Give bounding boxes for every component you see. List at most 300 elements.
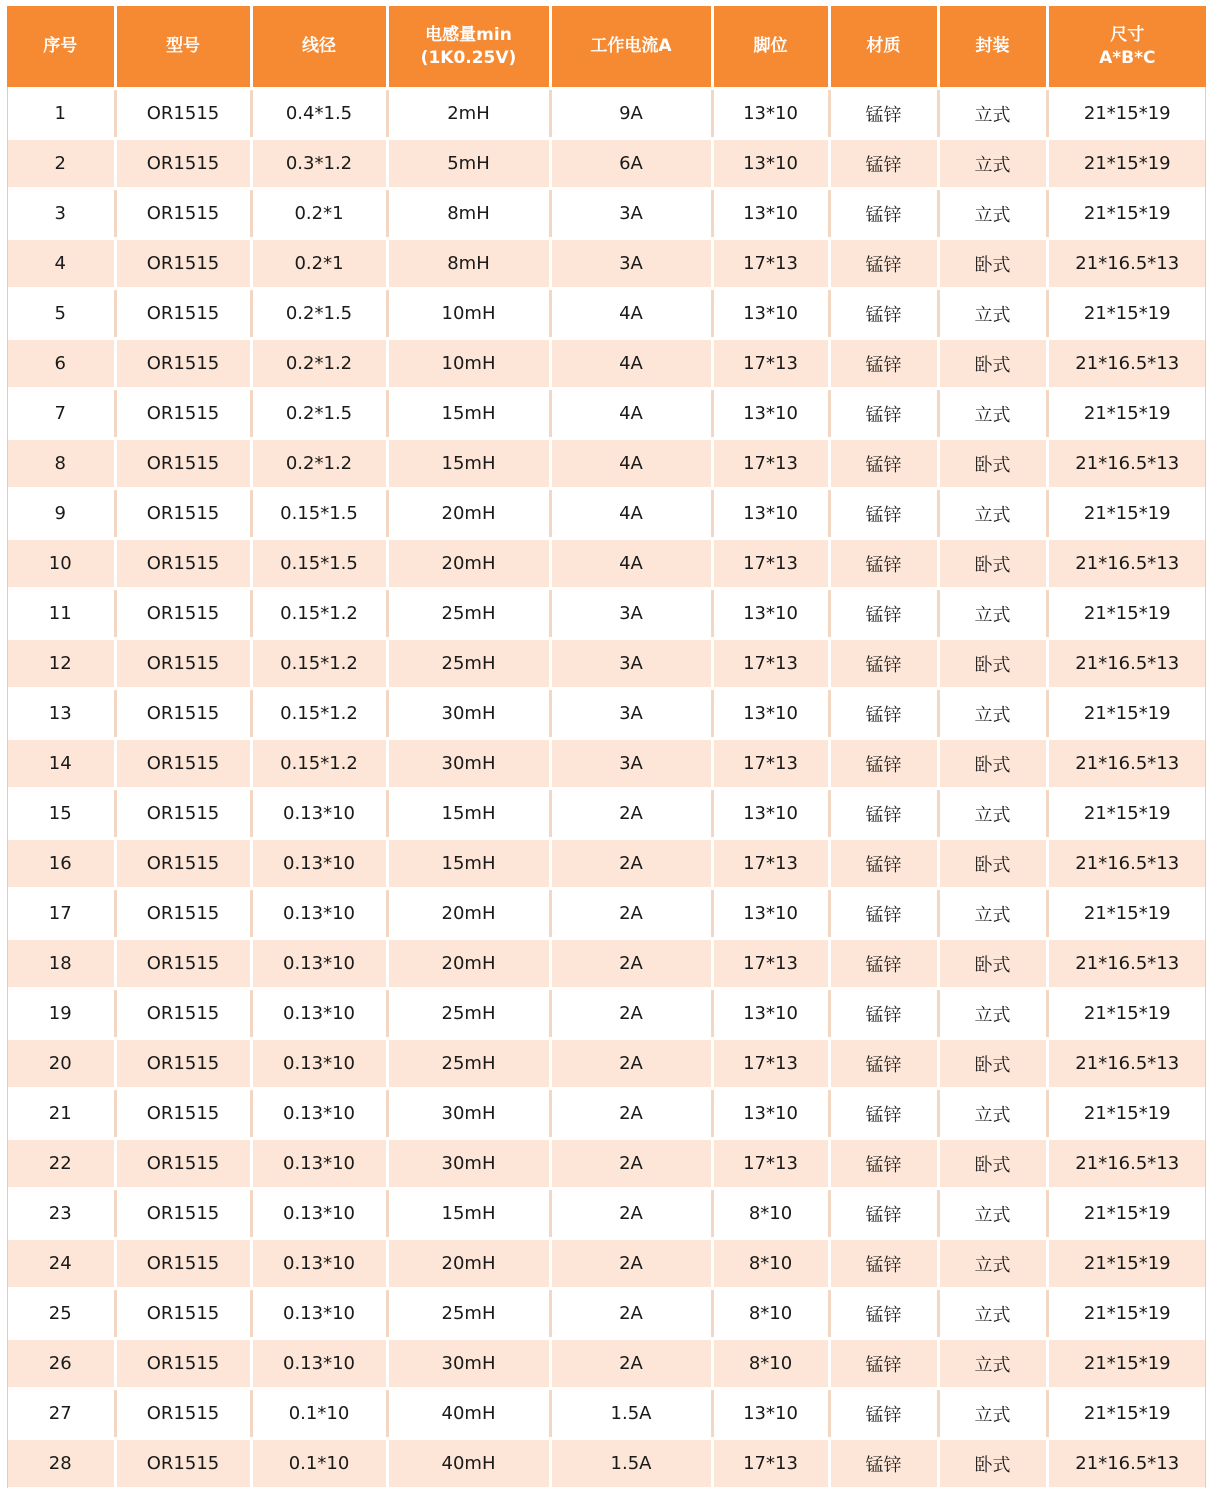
cell-current: 4A [550, 489, 712, 539]
cell-current: 1.5A [550, 1389, 712, 1439]
cell-model: OR1515 [115, 689, 251, 739]
cell-current: 3A [550, 639, 712, 689]
table-row [7, 1389, 1206, 1439]
table-row [7, 289, 1206, 339]
cell-size: 21*15*19 [1047, 689, 1206, 739]
cell-inductance: 10mH [387, 339, 550, 389]
table-row [7, 789, 1206, 839]
header-label: 线径 [302, 36, 336, 56]
cell-material: 锰锌 [829, 339, 938, 389]
header-label: (1K0.25V) [420, 47, 517, 68]
cell-model: OR1515 [115, 1089, 251, 1139]
cell-size: 21*15*19 [1047, 289, 1206, 339]
cell-size: 21*15*19 [1047, 489, 1206, 539]
cell-wire-diameter: 0.13*10 [251, 1139, 387, 1189]
cell-index: 12 [7, 639, 115, 689]
cell-index: 19 [7, 989, 115, 1039]
cell-model: OR1515 [115, 1339, 251, 1389]
table-row [7, 1239, 1206, 1289]
spec-table [7, 6, 1206, 1490]
cell-model: OR1515 [115, 1189, 251, 1239]
cell-package: 卧式 [938, 439, 1047, 489]
cell-wire-diameter: 0.13*10 [251, 939, 387, 989]
cell-pins: 17*13 [712, 1039, 829, 1089]
cell-pins: 13*10 [712, 889, 829, 939]
cell-pins: 17*13 [712, 239, 829, 289]
table-row [7, 889, 1206, 939]
table-row [7, 389, 1206, 439]
cell-pins: 17*13 [712, 1439, 829, 1489]
cell-material: 锰锌 [829, 189, 938, 239]
cell-inductance: 25mH [387, 989, 550, 1039]
header-col-index [7, 6, 115, 89]
cell-wire-diameter: 0.2*1.2 [251, 439, 387, 489]
cell-size: 21*15*19 [1047, 1289, 1206, 1339]
cell-wire-diameter: 0.15*1.2 [251, 739, 387, 789]
cell-package: 卧式 [938, 339, 1047, 389]
table-row [7, 839, 1206, 889]
frame-line-left [7, 87, 8, 1488]
cell-wire-diameter: 0.1*10 [251, 1439, 387, 1489]
header-label: 型号 [166, 36, 200, 56]
cell-index: 9 [7, 489, 115, 539]
cell-model: OR1515 [115, 439, 251, 489]
cell-size: 21*16.5*13 [1047, 939, 1206, 989]
cell-model: OR1515 [115, 589, 251, 639]
cell-package: 立式 [938, 889, 1047, 939]
cell-index: 23 [7, 1189, 115, 1239]
cell-inductance: 25mH [387, 589, 550, 639]
table-row [7, 339, 1206, 389]
cell-package: 立式 [938, 589, 1047, 639]
cell-material: 锰锌 [829, 939, 938, 989]
cell-index: 8 [7, 439, 115, 489]
cell-inductance: 20mH [387, 939, 550, 989]
cell-size: 21*15*19 [1047, 789, 1206, 839]
cell-pins: 13*10 [712, 89, 829, 139]
cell-material: 锰锌 [829, 239, 938, 289]
cell-size: 21*15*19 [1047, 589, 1206, 639]
cell-current: 4A [550, 389, 712, 439]
table-row [7, 439, 1206, 489]
cell-index: 26 [7, 1339, 115, 1389]
table-row [7, 689, 1206, 739]
cell-pins: 13*10 [712, 789, 829, 839]
cell-inductance: 20mH [387, 539, 550, 589]
cell-wire-diameter: 0.2*1.2 [251, 339, 387, 389]
cell-inductance: 15mH [387, 439, 550, 489]
header-col-material [829, 6, 938, 89]
cell-wire-diameter: 0.15*1.5 [251, 489, 387, 539]
table-header [7, 6, 1206, 89]
cell-package: 立式 [938, 89, 1047, 139]
cell-model: OR1515 [115, 1289, 251, 1339]
cell-package: 立式 [938, 1389, 1047, 1439]
cell-pins: 13*10 [712, 689, 829, 739]
cell-wire-diameter: 0.3*1.2 [251, 139, 387, 189]
header-col-model [115, 6, 251, 89]
cell-index: 7 [7, 389, 115, 439]
cell-wire-diameter: 0.15*1.2 [251, 689, 387, 739]
cell-model: OR1515 [115, 289, 251, 339]
cell-pins: 13*10 [712, 189, 829, 239]
cell-model: OR1515 [115, 1389, 251, 1439]
cell-package: 立式 [938, 1089, 1047, 1139]
cell-inductance: 5mH [387, 139, 550, 189]
header-col-inductance [387, 6, 550, 89]
cell-package: 立式 [938, 1239, 1047, 1289]
cell-package: 立式 [938, 989, 1047, 1039]
cell-material: 锰锌 [829, 1289, 938, 1339]
cell-package: 卧式 [938, 539, 1047, 589]
table-row [7, 939, 1206, 989]
cell-current: 9A [550, 89, 712, 139]
cell-size: 21*15*19 [1047, 1189, 1206, 1239]
cell-pins: 13*10 [712, 489, 829, 539]
cell-package: 卧式 [938, 1139, 1047, 1189]
cell-model: OR1515 [115, 1439, 251, 1489]
cell-model: OR1515 [115, 239, 251, 289]
cell-material: 锰锌 [829, 1139, 938, 1189]
cell-material: 锰锌 [829, 289, 938, 339]
cell-pins: 17*13 [712, 439, 829, 489]
cell-current: 2A [550, 1139, 712, 1189]
cell-material: 锰锌 [829, 789, 938, 839]
cell-material: 锰锌 [829, 489, 938, 539]
cell-inductance: 2mH [387, 89, 550, 139]
cell-package: 立式 [938, 389, 1047, 439]
cell-model: OR1515 [115, 989, 251, 1039]
cell-model: OR1515 [115, 889, 251, 939]
cell-pins: 17*13 [712, 839, 829, 889]
cell-pins: 13*10 [712, 1389, 829, 1439]
cell-package: 卧式 [938, 939, 1047, 989]
cell-wire-diameter: 0.13*10 [251, 789, 387, 839]
cell-size: 21*15*19 [1047, 1389, 1206, 1439]
table-row [7, 1439, 1206, 1489]
cell-model: OR1515 [115, 89, 251, 139]
cell-current: 6A [550, 139, 712, 189]
cell-wire-diameter: 0.13*10 [251, 1239, 387, 1289]
cell-inductance: 30mH [387, 739, 550, 789]
cell-package: 立式 [938, 789, 1047, 839]
header-col-pins [712, 6, 829, 89]
header-label: 脚位 [753, 36, 788, 56]
cell-material: 锰锌 [829, 889, 938, 939]
cell-material: 锰锌 [829, 839, 938, 889]
spec-sheet [7, 6, 1206, 1494]
cell-size: 21*16.5*13 [1047, 439, 1206, 489]
cell-size: 21*15*19 [1047, 1239, 1206, 1289]
cell-wire-diameter: 0.15*1.5 [251, 539, 387, 589]
cell-index: 18 [7, 939, 115, 989]
cell-model: OR1515 [115, 389, 251, 439]
cell-inductance: 8mH [387, 239, 550, 289]
cell-model: OR1515 [115, 539, 251, 589]
cell-wire-diameter: 0.13*10 [251, 839, 387, 889]
cell-material: 锰锌 [829, 1389, 938, 1439]
cell-package: 卧式 [938, 1439, 1047, 1489]
cell-wire-diameter: 0.2*1.5 [251, 389, 387, 439]
cell-index: 25 [7, 1289, 115, 1339]
cell-index: 6 [7, 339, 115, 389]
cell-pins: 17*13 [712, 339, 829, 389]
cell-current: 4A [550, 539, 712, 589]
cell-material: 锰锌 [829, 689, 938, 739]
cell-index: 10 [7, 539, 115, 589]
cell-package: 立式 [938, 1339, 1047, 1389]
cell-current: 3A [550, 589, 712, 639]
table-row [7, 539, 1206, 589]
cell-inductance: 40mH [387, 1439, 550, 1489]
cell-wire-diameter: 0.13*10 [251, 1339, 387, 1389]
cell-material: 锰锌 [829, 639, 938, 689]
cell-pins: 13*10 [712, 1089, 829, 1139]
cell-pins: 17*13 [712, 739, 829, 789]
cell-wire-diameter: 0.13*10 [251, 989, 387, 1039]
cell-current: 3A [550, 739, 712, 789]
cell-current: 2A [550, 1289, 712, 1339]
cell-inductance: 20mH [387, 489, 550, 539]
cell-package: 卧式 [938, 239, 1047, 289]
cell-current: 2A [550, 1089, 712, 1139]
cell-index: 21 [7, 1089, 115, 1139]
cell-index: 24 [7, 1239, 115, 1289]
cell-size: 21*16.5*13 [1047, 739, 1206, 789]
header-label: 电感量min [425, 24, 512, 45]
cell-inductance: 25mH [387, 1039, 550, 1089]
cell-current: 2A [550, 1239, 712, 1289]
cell-inductance: 8mH [387, 189, 550, 239]
cell-wire-diameter: 0.13*10 [251, 1189, 387, 1239]
cell-wire-diameter: 0.2*1 [251, 239, 387, 289]
header-label: A*B*C [1099, 47, 1156, 68]
cell-current: 2A [550, 989, 712, 1039]
cell-model: OR1515 [115, 1239, 251, 1289]
cell-inductance: 30mH [387, 1089, 550, 1139]
table-row [7, 239, 1206, 289]
table-row [7, 1039, 1206, 1089]
cell-material: 锰锌 [829, 1239, 938, 1289]
cell-wire-diameter: 0.2*1.5 [251, 289, 387, 339]
cell-model: OR1515 [115, 139, 251, 189]
cell-wire-diameter: 0.13*10 [251, 1289, 387, 1339]
table-row [7, 1089, 1206, 1139]
cell-material: 锰锌 [829, 539, 938, 589]
cell-index: 1 [7, 89, 115, 139]
cell-index: 3 [7, 189, 115, 239]
cell-index: 11 [7, 589, 115, 639]
cell-model: OR1515 [115, 339, 251, 389]
cell-index: 14 [7, 739, 115, 789]
cell-index: 16 [7, 839, 115, 889]
cell-wire-diameter: 0.15*1.2 [251, 589, 387, 639]
cell-material: 锰锌 [829, 89, 938, 139]
table-row [7, 989, 1206, 1039]
cell-model: OR1515 [115, 189, 251, 239]
cell-index: 2 [7, 139, 115, 189]
cell-current: 1.5A [550, 1439, 712, 1489]
cell-inductance: 30mH [387, 1139, 550, 1189]
cell-material: 锰锌 [829, 1089, 938, 1139]
cell-pins: 13*10 [712, 289, 829, 339]
cell-wire-diameter: 0.2*1 [251, 189, 387, 239]
cell-inductance: 15mH [387, 789, 550, 839]
cell-model: OR1515 [115, 739, 251, 789]
cell-pins: 13*10 [712, 139, 829, 189]
cell-wire-diameter: 0.4*1.5 [251, 89, 387, 139]
header-label: 材质 [866, 36, 901, 56]
header-label: 尺寸 [1110, 24, 1145, 45]
table-row [7, 89, 1206, 139]
cell-wire-diameter: 0.13*10 [251, 889, 387, 939]
cell-current: 2A [550, 889, 712, 939]
cell-wire-diameter: 0.1*10 [251, 1389, 387, 1439]
cell-pins: 17*13 [712, 539, 829, 589]
cell-index: 20 [7, 1039, 115, 1089]
cell-material: 锰锌 [829, 989, 938, 1039]
frame-line-right [1205, 87, 1206, 1488]
cell-current: 2A [550, 1339, 712, 1389]
cell-size: 21*15*19 [1047, 1089, 1206, 1139]
cell-size: 21*15*19 [1047, 89, 1206, 139]
cell-current: 2A [550, 789, 712, 839]
table-row [7, 1189, 1206, 1239]
cell-pins: 8*10 [712, 1339, 829, 1389]
cell-index: 17 [7, 889, 115, 939]
cell-index: 13 [7, 689, 115, 739]
cell-current: 4A [550, 289, 712, 339]
cell-model: OR1515 [115, 1039, 251, 1089]
cell-size: 21*16.5*13 [1047, 339, 1206, 389]
header-label: 序号 [43, 36, 78, 56]
cell-model: OR1515 [115, 939, 251, 989]
cell-material: 锰锌 [829, 1439, 938, 1489]
cell-current: 3A [550, 189, 712, 239]
table-body [7, 89, 1206, 1489]
cell-inductance: 20mH [387, 889, 550, 939]
cell-model: OR1515 [115, 789, 251, 839]
cell-package: 立式 [938, 189, 1047, 239]
cell-pins: 17*13 [712, 1139, 829, 1189]
cell-material: 锰锌 [829, 1039, 938, 1089]
table-row [7, 739, 1206, 789]
cell-size: 21*16.5*13 [1047, 539, 1206, 589]
cell-package: 卧式 [938, 739, 1047, 789]
cell-package: 立式 [938, 489, 1047, 539]
cell-material: 锰锌 [829, 439, 938, 489]
cell-pins: 8*10 [712, 1239, 829, 1289]
cell-pins: 13*10 [712, 589, 829, 639]
cell-inductance: 15mH [387, 839, 550, 889]
cell-package: 立式 [938, 289, 1047, 339]
cell-pins: 17*13 [712, 639, 829, 689]
cell-current: 3A [550, 689, 712, 739]
cell-package: 立式 [938, 689, 1047, 739]
cell-package: 卧式 [938, 1039, 1047, 1089]
cell-current: 4A [550, 439, 712, 489]
table-row [7, 1139, 1206, 1189]
cell-package: 卧式 [938, 839, 1047, 889]
header-col-package [938, 6, 1047, 89]
cell-wire-diameter: 0.15*1.2 [251, 639, 387, 689]
cell-wire-diameter: 0.13*10 [251, 1039, 387, 1089]
cell-pins: 8*10 [712, 1189, 829, 1239]
header-col-current [550, 6, 712, 89]
cell-size: 21*16.5*13 [1047, 1139, 1206, 1189]
header-col-wire-diameter [251, 6, 387, 89]
cell-size: 21*15*19 [1047, 139, 1206, 189]
cell-size: 21*16.5*13 [1047, 239, 1206, 289]
table-row [7, 189, 1206, 239]
cell-model: OR1515 [115, 839, 251, 889]
cell-size: 21*15*19 [1047, 189, 1206, 239]
cell-material: 锰锌 [829, 589, 938, 639]
table-row [7, 489, 1206, 539]
cell-material: 锰锌 [829, 139, 938, 189]
cell-pins: 8*10 [712, 1289, 829, 1339]
cell-model: OR1515 [115, 639, 251, 689]
cell-material: 锰锌 [829, 739, 938, 789]
cell-material: 锰锌 [829, 1339, 938, 1389]
cell-current: 3A [550, 239, 712, 289]
table-row [7, 1339, 1206, 1389]
cell-inductance: 25mH [387, 1289, 550, 1339]
table-row [7, 639, 1206, 689]
table-row [7, 589, 1206, 639]
cell-pins: 13*10 [712, 989, 829, 1039]
cell-current: 2A [550, 839, 712, 889]
cell-package: 立式 [938, 1189, 1047, 1239]
cell-inductance: 25mH [387, 639, 550, 689]
cell-size: 21*16.5*13 [1047, 1039, 1206, 1089]
cell-size: 21*15*19 [1047, 889, 1206, 939]
cell-current: 2A [550, 939, 712, 989]
cell-inductance: 30mH [387, 689, 550, 739]
cell-size: 21*15*19 [1047, 1339, 1206, 1389]
cell-inductance: 20mH [387, 1239, 550, 1289]
cell-size: 21*15*19 [1047, 389, 1206, 439]
cell-package: 立式 [938, 139, 1047, 189]
cell-index: 28 [7, 1439, 115, 1489]
cell-pins: 13*10 [712, 389, 829, 439]
cell-inductance: 40mH [387, 1389, 550, 1439]
cell-pins: 17*13 [712, 939, 829, 989]
cell-index: 22 [7, 1139, 115, 1189]
cell-size: 21*15*19 [1047, 989, 1206, 1039]
cell-size: 21*16.5*13 [1047, 1439, 1206, 1489]
cell-inductance: 15mH [387, 389, 550, 439]
cell-package: 立式 [938, 1289, 1047, 1339]
cell-index: 4 [7, 239, 115, 289]
cell-size: 21*16.5*13 [1047, 839, 1206, 889]
header-label: 封装 [975, 36, 1010, 56]
header-row [7, 6, 1206, 89]
cell-package: 卧式 [938, 639, 1047, 689]
header-label: 工作电流A [590, 36, 672, 56]
cell-material: 锰锌 [829, 389, 938, 439]
cell-model: OR1515 [115, 489, 251, 539]
cell-index: 15 [7, 789, 115, 839]
cell-wire-diameter: 0.13*10 [251, 1089, 387, 1139]
cell-current: 4A [550, 339, 712, 389]
table-row [7, 1289, 1206, 1339]
cell-size: 21*16.5*13 [1047, 639, 1206, 689]
cell-material: 锰锌 [829, 1189, 938, 1239]
cell-inductance: 10mH [387, 289, 550, 339]
cell-inductance: 30mH [387, 1339, 550, 1389]
cell-model: OR1515 [115, 1139, 251, 1189]
